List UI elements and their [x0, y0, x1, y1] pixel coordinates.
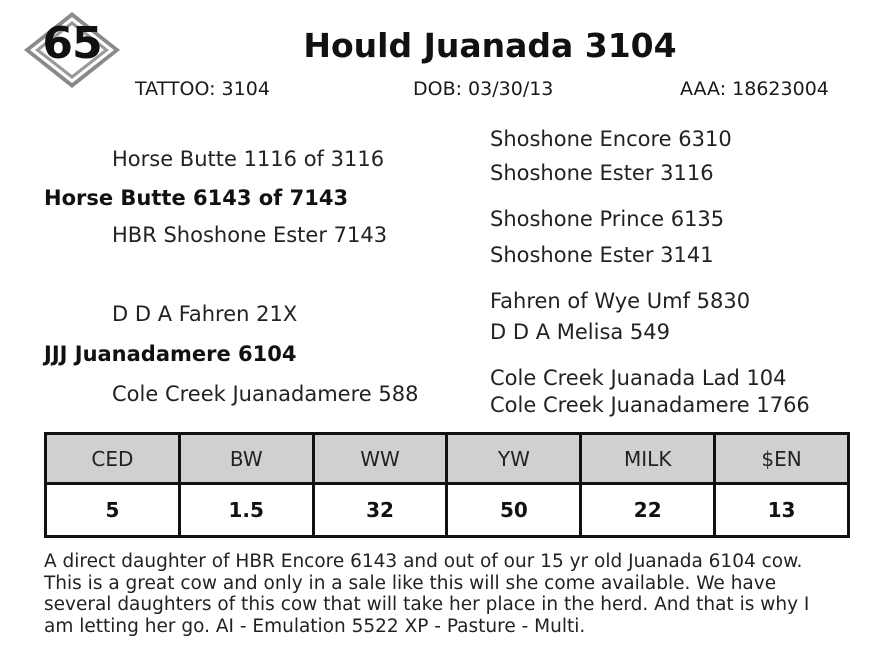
epd-table: [44, 432, 850, 538]
epd-header-row: [47, 435, 847, 485]
pedigree-sire-dam: HBR Shoshone Ester 7143: [112, 223, 388, 247]
pedigree-dam-sire-dam: D D A Melisa 549: [490, 320, 671, 344]
epd-value-milk: 22: [582, 485, 716, 535]
epd-header-ww: WW: [315, 435, 449, 482]
epd-header-ced: CED: [47, 435, 181, 482]
epd-value-en: 13: [767, 498, 796, 522]
pedigree-sire-sire-dam: Shoshone Ester 3116: [490, 161, 714, 185]
animal-name-title: Hould Juanada 3104: [303, 26, 677, 65]
epd-header-milk: MILK: [582, 435, 716, 482]
lot-description: A direct daughter of HBR Encore 6143 and out of our 15 yr old Juanada 6104 cow. This is a great cow and only in a sale like this will she come available. We have several daughters of this cow that will take her place in the herd. And that is why I am letting her go. AI - Emulation 5522 XP - Pasture - Multi.: [44, 551, 810, 637]
epd-value-yw: 50: [448, 485, 582, 535]
pedigree-dam-dam-dam: Cole Creek Juanadamere 1766: [490, 393, 810, 417]
pedigree-sire-dam-dam: Shoshone Ester 3141: [490, 243, 714, 267]
epd-header-bw: BW: [181, 435, 315, 482]
pedigree-dam-dam-sire: Cole Creek Juanada Lad 104: [490, 366, 787, 390]
epd-value-ww: 32: [315, 485, 449, 535]
pedigree-dam-sire-sire: Fahren of Wye Umf 5830: [490, 289, 751, 313]
dob-info: DOB: 03/30/13: [413, 78, 554, 100]
pedigree-sire-dam-sire: Shoshone Prince 6135: [490, 207, 725, 231]
epd-value-bw: 1.5: [181, 485, 315, 535]
epd-header-yw: YW: [448, 435, 582, 482]
pedigree-sire: Horse Butte 6143 of 7143: [44, 186, 349, 210]
epd-value-ced: 5: [47, 485, 181, 535]
epd-header-en: $EN: [761, 446, 802, 471]
pedigree-dam-sire: D D A Fahren 21X: [112, 302, 298, 326]
epd-value-row: [47, 485, 847, 535]
lot-number: 65: [42, 18, 102, 69]
pedigree-sire-sire-sire: Shoshone Encore 6310: [490, 127, 732, 151]
pedigree-sire-sire: Horse Butte 1116 of 3116: [112, 147, 385, 171]
registration-info: AAA: 18623004: [680, 78, 829, 100]
tattoo-info: TATTOO: 3104: [135, 78, 270, 100]
pedigree-dam: JJJ Juanadamere 6104: [44, 342, 297, 366]
pedigree-dam-dam: Cole Creek Juanadamere 588: [112, 382, 419, 406]
